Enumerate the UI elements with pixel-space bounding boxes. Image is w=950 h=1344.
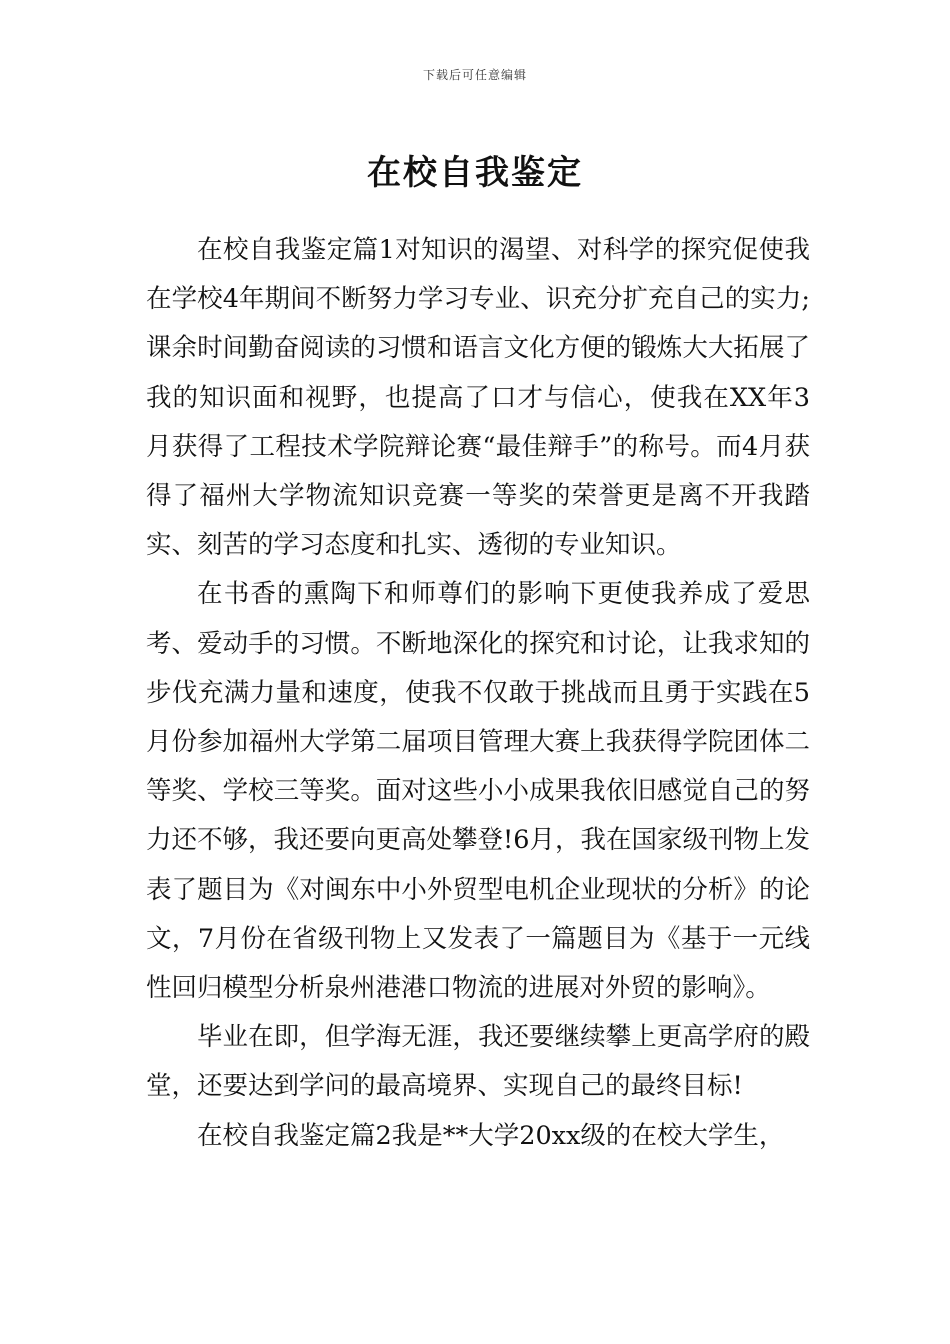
document-title: 在校自我鉴定 (367, 152, 583, 193)
paragraph-1: 在校自我鉴定篇1对知识的渴望、对科学的探究促使我在学校4年期间不断努力学习专业、识充分扩充自己的实力;课余时间勤奋阅读的习惯和语言文化方便的锻炼大大拓展了我的知识面和视野，也提高了口才与信心，使我在XX年3月获得了工程技术学院辩论赛“最佳辩手”的称号。而4月获得了福州大学物流知识竞赛一等奖的荣誉更是离不开我踏实、刻苦的学习态度和扎实、透彻的专业知识。 (146, 235, 810, 561)
page-header-note: 下载后可任意编辑 (422, 68, 527, 82)
paragraph-2: 在书香的熏陶下和师尊们的影响下更使我养成了爱思考、爱动手的习惯。不断地深化的探究和讨论，让我求知的步伐充满力量和速度，使我不仅敢于挑战而且勇于实践在5月份参加福州大学第二届项目管理大赛上我获得学院团体二等奖、学校三等奖。面对这些小小成果我依旧感觉自己的努力还不够，我还要向更高处攀登!6月，我在国家级刊物上发表了题目为《对闽东中小外贸型电机企业现状的分析》的论文，7月份在省级刊物上又发表了一篇题目为《基于一元线性回归模型分析泉州港港口物流的进展对外贸的影响》。 (146, 579, 810, 1004)
paragraph-3: 毕业在即，但学海无涯，我还要继续攀上更高学府的殿堂，还要达到学问的最高境界、实现自己的最终目标! (146, 1022, 810, 1102)
paragraph-4: 在校自我鉴定篇2我是**大学20xx级的在校大学生， (197, 1120, 785, 1151)
document-body (146, 226, 810, 1161)
